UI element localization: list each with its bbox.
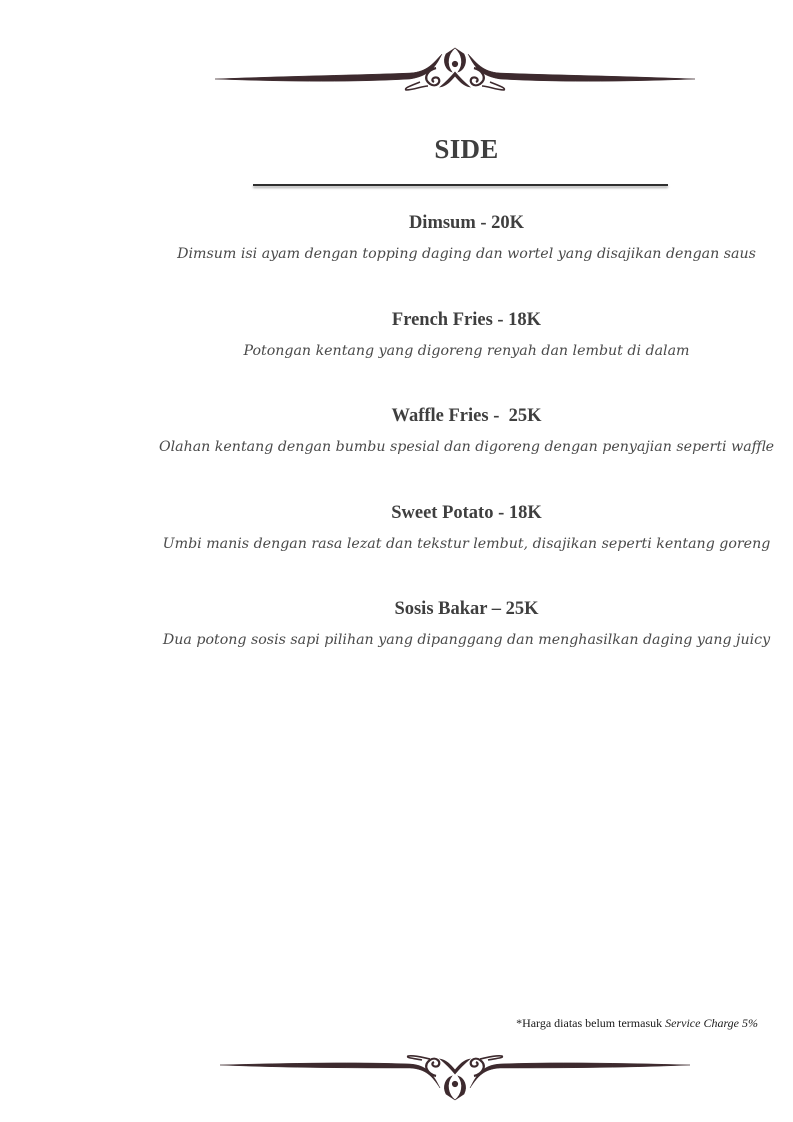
menu-item-list <box>0 211 793 694</box>
footnote-text: *Harga diatas belum termasuk <box>516 1016 666 1030</box>
menu-item <box>0 404 793 501</box>
page-title: SIDE <box>434 134 499 164</box>
menu-item-name: Sosis Bakar – 25K <box>394 599 539 619</box>
top-flourish-ornament <box>210 42 700 98</box>
price-footnote <box>516 1016 758 1031</box>
menu-item-name: French Fries - 18K <box>391 309 542 330</box>
menu-item-name: Dimsum - 20K <box>408 213 525 233</box>
menu-item-description: Dua potong sosis sapi pilihan yang dipanggang dan menghasilkan daging yang juicy <box>162 632 771 648</box>
menu-item-description: Potongan kentang yang digoreng renyah dan lembut di dalam <box>243 342 690 359</box>
menu-item <box>0 211 793 308</box>
menu-item <box>0 501 793 598</box>
menu-item-name: Sweet Potato - 18K <box>391 502 542 523</box>
menu-item-name: Waffle Fries - 25K <box>391 406 542 426</box>
menu-item-description: Dimsum isi ayam dengan topping daging dan wortel yang disajikan dengan saus <box>177 246 756 262</box>
title-divider <box>253 184 668 186</box>
menu-item <box>0 597 793 694</box>
menu-item-description: Umbi manis dengan rasa lezat dan tekstur lembut, disajikan seperti kentang goreng <box>162 535 771 552</box>
footnote-service-charge: Service Charge 5% <box>665 1016 758 1030</box>
menu-item-description: Olahan kentang dengan bumbu spesial dan digoreng dengan penyajian seperti waffle <box>158 439 775 455</box>
menu-item <box>0 308 793 405</box>
bottom-flourish-ornament <box>210 1050 700 1106</box>
